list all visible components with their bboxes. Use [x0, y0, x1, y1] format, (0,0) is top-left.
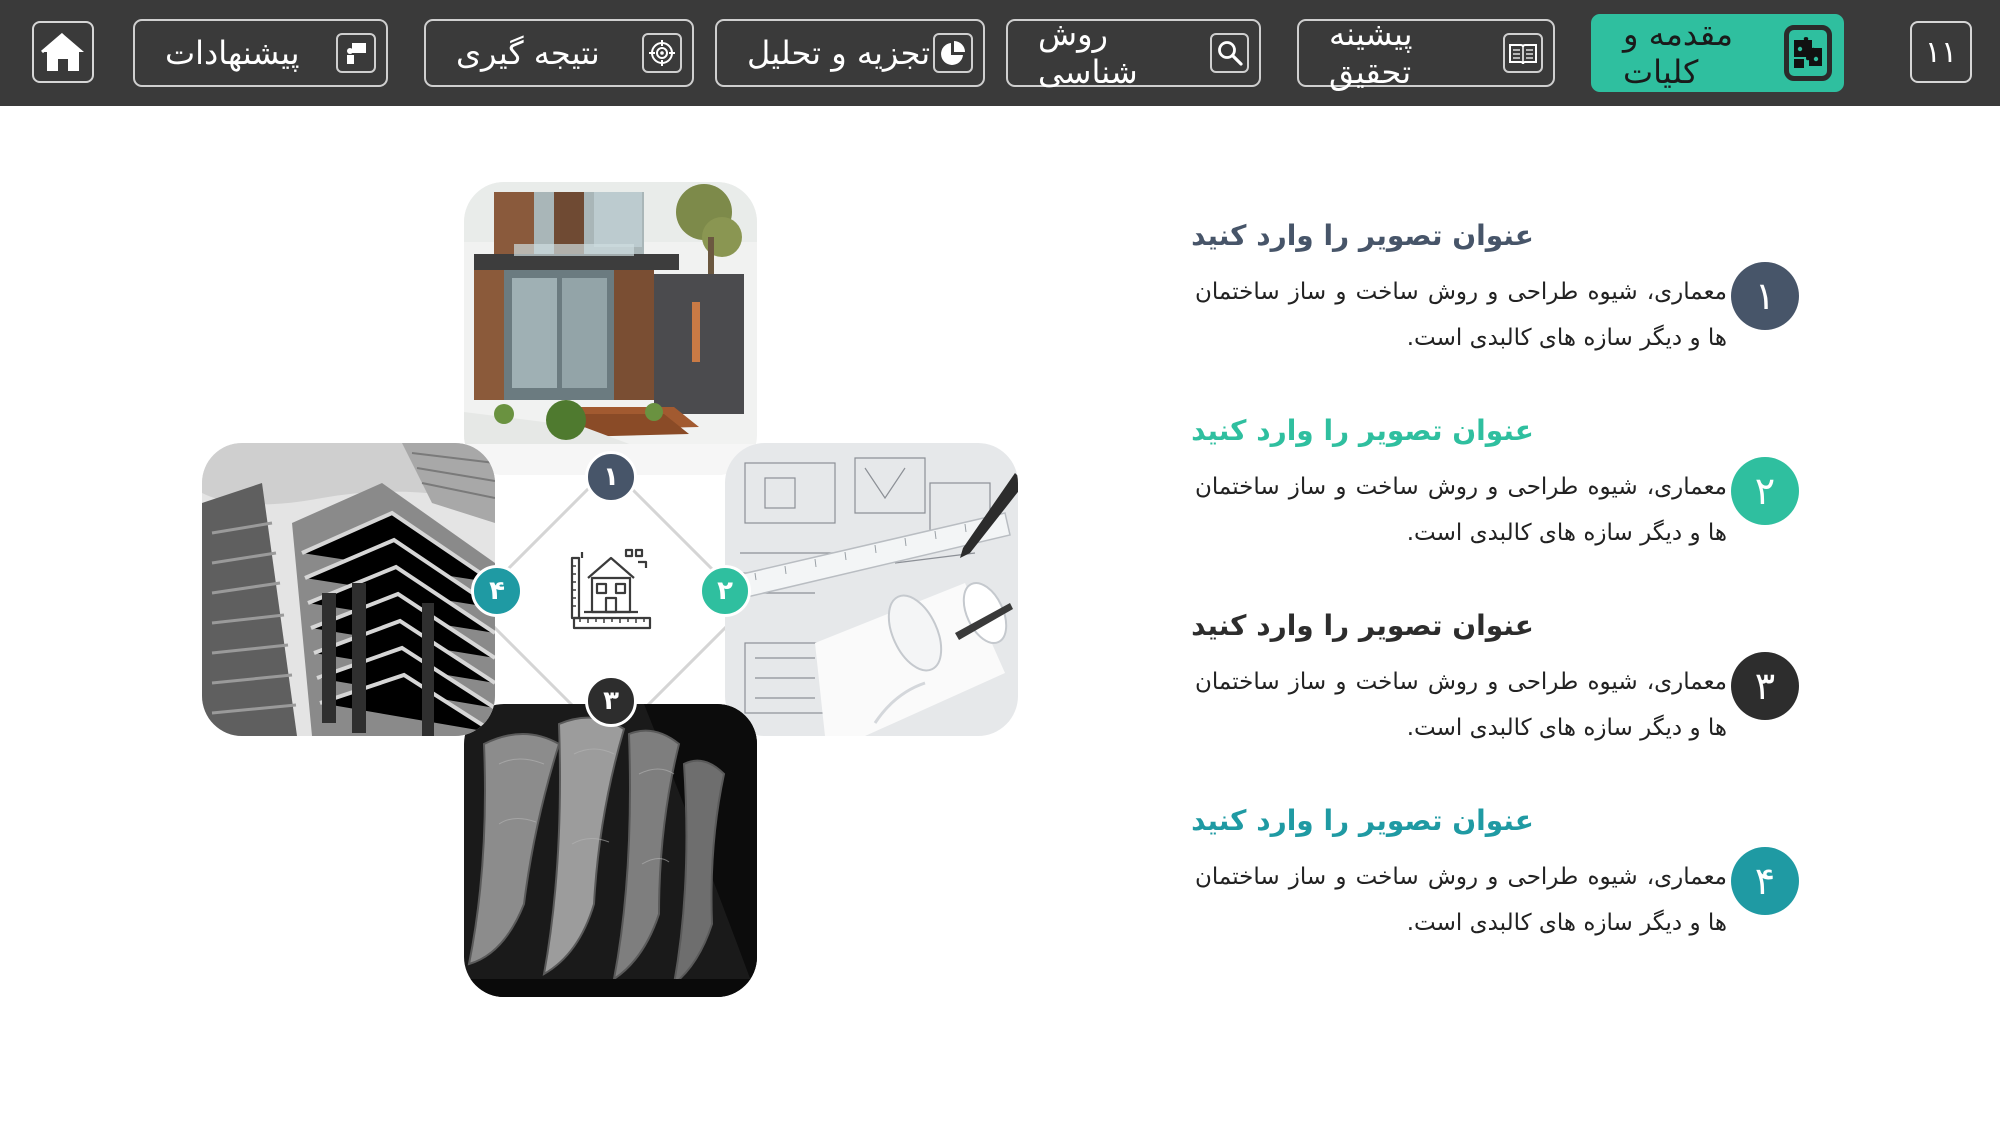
building-blueprint-icon: [568, 548, 654, 636]
list-item: [1150, 215, 1800, 365]
tab-label: پیشینه تحقیق: [1329, 15, 1413, 91]
collage-badge-2: ۲: [699, 565, 751, 617]
list-item: [1150, 605, 1800, 755]
tab-label: مقدمه و کلیات: [1623, 15, 1734, 91]
item-description: معماری، شیوه طراحی و روش ساخت و ساز ساختمان ها و دیگر سازه های کالبدی است.: [1195, 474, 1727, 546]
skyscraper-photo: [202, 443, 495, 736]
tab-literature-review[interactable]: [1297, 15, 1555, 91]
collage-badge-4: ۴: [471, 565, 523, 617]
item-description: معماری، شیوه طراحی و روش ساخت و ساز ساختمان ها و دیگر سازه های کالبدی است.: [1195, 669, 1727, 741]
item-number-badge: ۴: [1731, 847, 1799, 915]
page-number: ۱۱: [1910, 21, 1972, 83]
tab-label: نتیجه گیری: [456, 34, 600, 72]
list-item: [1150, 800, 1800, 950]
collage-badge-3: ۳: [585, 675, 637, 727]
modern-house-photo: [464, 182, 757, 475]
puzzle-icon: [1784, 25, 1832, 81]
tab-label: پیشنهادات: [165, 34, 300, 72]
book-icon: [1503, 33, 1543, 73]
item-number-badge: ۳: [1731, 652, 1799, 720]
tab-introduction[interactable]: [1591, 14, 1844, 92]
item-number-badge: ۱: [1731, 262, 1799, 330]
item-description: معماری، شیوه طراحی و روش ساخت و ساز ساختمان ها و دیگر سازه های کالبدی است.: [1195, 864, 1727, 936]
item-title: عنوان تصویر را وارد کنید: [1191, 414, 1534, 447]
tab-label: تجزیه و تحلیل: [747, 34, 931, 72]
item-number-badge: ۲: [1731, 457, 1799, 525]
curved-concrete-photo: [464, 704, 757, 997]
item-title: عنوان تصویر را وارد کنید: [1191, 219, 1534, 252]
item-description: معماری، شیوه طراحی و روش ساخت و ساز ساختمان ها و دیگر سازه های کالبدی است.: [1195, 279, 1727, 351]
list-item: [1150, 410, 1800, 560]
blueprint-photo: [725, 443, 1018, 736]
collage-badge-1: ۱: [585, 451, 637, 503]
item-title: عنوان تصویر را وارد کنید: [1191, 609, 1534, 642]
tab-label: روش شناسی: [1038, 15, 1138, 91]
search-icon: [1210, 33, 1249, 73]
item-title: عنوان تصویر را وارد کنید: [1191, 804, 1534, 837]
